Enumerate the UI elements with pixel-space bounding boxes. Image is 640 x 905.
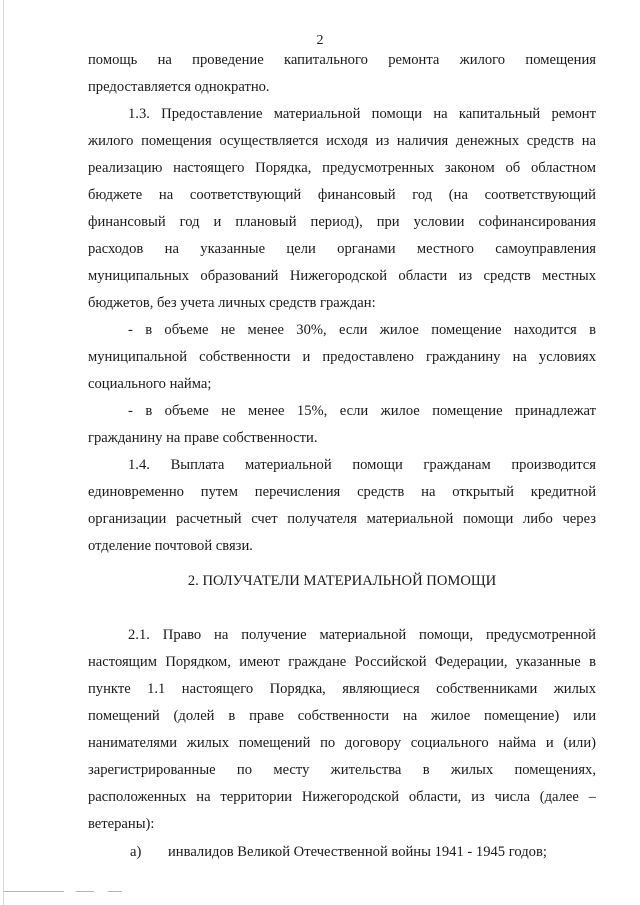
paragraph-bullet-30 [88,317,596,398]
text-line: гражданину на праве собственности. [88,430,318,446]
text-line: расходов на указанные цели органами местного самоуправления [88,241,596,257]
paragraph-2-1 [88,622,596,838]
paragraph-1-4 [88,452,596,560]
text-line: реализацию настоящего Порядка, предусмотренных законом об областном [88,160,596,176]
text-line: 1.3. Предоставление материальной помощи на капитальный ремонт [128,106,596,122]
page-number: 2 [316,33,324,48]
text-line: - в объеме не менее 15%, если жилое помещение принадлежат [128,403,596,419]
scan-bottom-line [76,891,94,892]
text-line: 1.4. Выплата материальной помощи гражданам производится [128,457,596,473]
text-line: финансовый год и плановый период), при условии софинансирования [88,214,596,230]
text-line: организации расчетный счет получателя материальной помощи либо через [88,511,596,527]
text-line: помещений (долей в праве собственности на жилое помещение) или [88,708,596,724]
text-line: отделение почтовой связи. [88,538,253,554]
text-line: ветераны): [88,816,155,832]
scan-margin-line [3,0,4,905]
list-marker: а) [130,844,142,860]
text-line: 2.1. Право на получение материальной помощи, предусмотренной [128,627,596,643]
list-item-text: инвалидов Великой Отечественной войны 1941 - 1945 годов; [168,844,547,860]
text-line: единовременно путем перечисления средств на открытый кредитной [88,484,596,500]
text-line: жилого помещения осуществляется исходя из наличия денежных средств на [88,133,596,149]
section-heading: 2. ПОЛУЧАТЕЛИ МАТЕРИАЛЬНОЙ ПОМОЩИ [187,573,497,589]
text-line: социального найма; [88,376,212,392]
text-line: зарегистрированные по месту жительства в жилых помещениях, [88,762,596,778]
text-line: предоставляется однократно. [88,79,270,95]
paragraph-1-3 [88,101,596,317]
scan-bottom-line [108,891,122,892]
text-line: настоящим Порядком, имеют граждане Российской Федерации, указанные в [88,654,596,670]
text-line: расположенных на территории Нижегородской области, из числа (далее – [88,789,596,805]
text-line: муниципальной собственности и предоставлено гражданину на условиях [88,349,596,365]
paragraph-continuation [88,47,596,101]
text-line: нанимателями жилых помещений по договору социального найма и (или) [88,735,596,751]
text-line: пункте 1.1 настоящего Порядка, являющиеся собственниками жилых [88,681,596,697]
scan-bottom-line [4,891,64,892]
text-line: бюджетов, без учета личных средств граждан: [88,295,376,311]
text-line: муниципальных образований Нижегородской области из средств местных [88,268,596,284]
text-line: бюджете на соответствующий финансовый год (на соответствующий [88,187,596,203]
text-line: помощь на проведение капитального ремонта жилого помещения [88,52,596,68]
text-line: - в объеме не менее 30%, если жилое помещение находится в [128,322,596,338]
paragraph-bullet-15 [88,398,596,452]
